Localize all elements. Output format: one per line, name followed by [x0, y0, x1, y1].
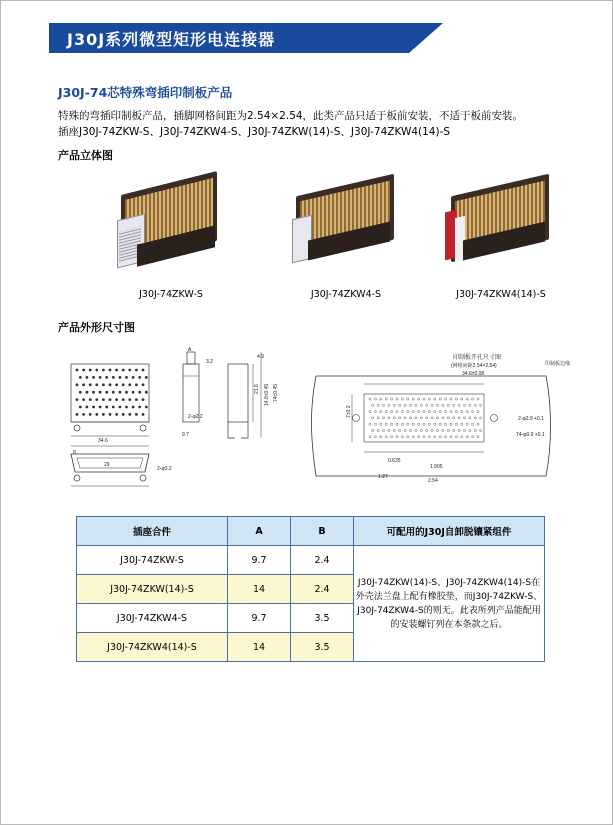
product-photo-1-caption: J30J-74ZKW-S — [139, 289, 203, 300]
dim-label-74: 74±0.45 — [273, 383, 279, 402]
pcb-label-edge: 印制板边缘 — [545, 361, 571, 367]
section-paragraph-2: 插座J30J-74ZKW-S、J30J-74ZKW4-S、J30J-74ZKW(14)-S、J30J-74ZKW4(14)-S — [58, 126, 451, 138]
dim-label-148: 14.8±0.45 — [264, 383, 270, 406]
pcb-label-1905: 1.905 — [430, 464, 443, 470]
table-header-name: 插座合件 — [77, 517, 228, 546]
dim-label-97: 9.7 — [182, 432, 189, 438]
pcb-label-hole-29: 2-φ2.9 +0.1 — [518, 416, 544, 422]
section-title: J30J-74芯特殊弯插印制板产品 — [58, 85, 233, 100]
spec-table — [76, 516, 545, 662]
pcb-title-1: 印制板开孔尺寸图 — [453, 355, 502, 361]
table-header-a: A — [228, 517, 291, 546]
pcb-title-2: (网格间距2.54×2.54) — [451, 363, 497, 369]
dim-label-32: 3.2 — [206, 359, 213, 365]
subheading-product-photos: 产品立体图 — [58, 149, 113, 162]
dim-label-hole-22: 2-φ2.2 — [188, 414, 203, 420]
pcb-label-hole-09: 74-φ0.9 +0.1 — [516, 432, 545, 438]
pcb-label-254: 2.54 — [428, 478, 438, 484]
cell-a: 9.7 — [228, 604, 291, 633]
cell-a: 14 — [228, 575, 291, 604]
product-photo-2 — [286, 177, 406, 277]
table-row — [77, 546, 545, 575]
page-title: J30J系列微型矩形电连接器 — [67, 30, 276, 49]
drawing-left-views — [63, 346, 293, 496]
table-header-note: 可配用的J30J自卸脱镶紧组件 — [354, 517, 545, 546]
product-photo-1 — [111, 173, 231, 278]
dim-label-216: 21.6 — [254, 384, 260, 394]
cell-b: 2.4 — [291, 575, 354, 604]
table-header-b: B — [291, 517, 354, 546]
cell-name: J30J-74ZKW4-S — [77, 604, 228, 633]
product-photo-3 — [441, 177, 561, 277]
dim-label-49: 4.9 — [257, 354, 264, 360]
dim-label-a: A — [188, 347, 192, 353]
table-header-row — [77, 517, 545, 546]
cell-name: J30J-74ZKW-S — [77, 546, 228, 575]
page-header-banner — [49, 23, 449, 53]
subheading-dimension-drawing: 产品外形尺寸图 — [58, 321, 135, 334]
product-photo-2-caption: J30J-74ZKW4-S — [310, 289, 382, 300]
banner-arrow — [409, 23, 443, 53]
cell-a: 9.7 — [228, 546, 291, 575]
dimension-drawing — [58, 346, 571, 496]
cell-b: 3.5 — [291, 604, 354, 633]
pcb-label-0635: 0.635 — [388, 458, 401, 464]
cell-b: 2.4 — [291, 546, 354, 575]
dim-label-8: 8 — [73, 450, 76, 456]
cell-name: J30J-74ZKW4(14)-S — [77, 633, 228, 662]
dim-label-346: 34.6 — [98, 438, 108, 444]
product-photo-3-caption: J30J-74ZKW4(14)-S — [456, 289, 546, 300]
cell-b: 3.5 — [291, 633, 354, 662]
cell-note: J30J-74ZKW(14)-S、J30J-74ZKW4(14)-S在外壳法兰盘上配有橡胶垫，而J30J-74ZKW-S、J30J-74ZKW4-S的则无。此表所列产品能配用的安装螺钉列在本条款之后。 — [354, 546, 545, 662]
section-paragraph-1: 特殊的弯插印制板产品，插脚网格间距为2.54×2.54，此类产品只适于板前安装，不适于板前安装。 — [58, 110, 524, 122]
pcb-label-127: 1.27 — [378, 474, 388, 480]
pcb-title-3: 34.6±0.08 — [462, 371, 485, 377]
dim-label-hole-32: 2-φ3.2 — [157, 466, 172, 472]
pcb-label-7: 7±0.2 — [346, 405, 352, 418]
cell-a: 14 — [228, 633, 291, 662]
cell-name: J30J-74ZKW(14)-S — [77, 575, 228, 604]
dim-label-29: 29 — [104, 462, 110, 468]
